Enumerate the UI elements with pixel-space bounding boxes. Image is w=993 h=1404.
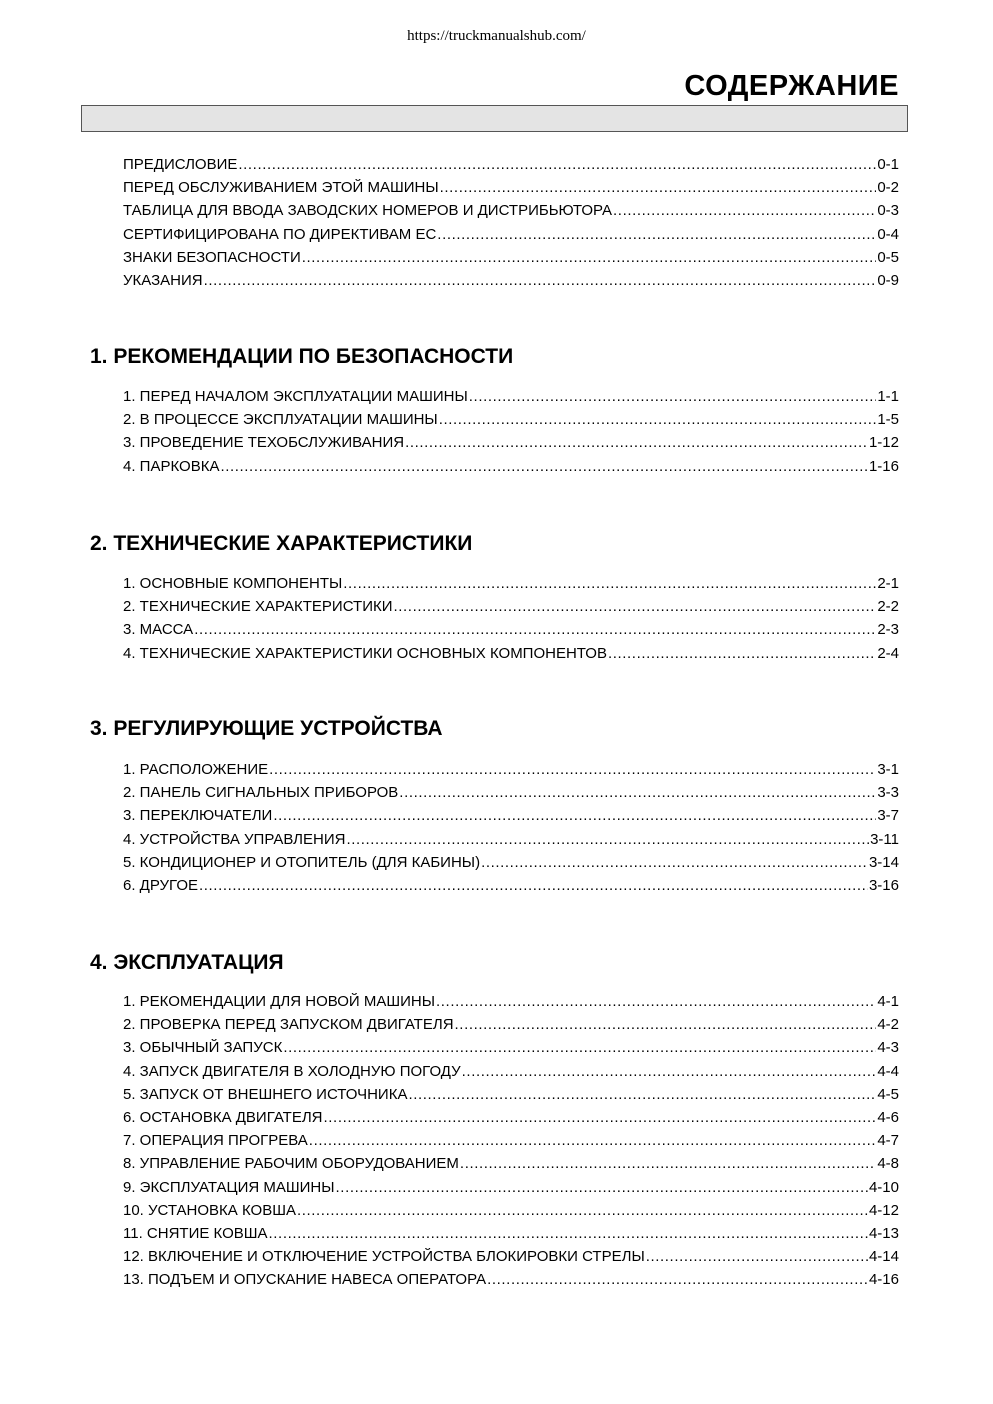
section-heading: 4. ЭКСПЛУАТАЦИЯ: [90, 951, 284, 974]
toc-entry-page-number: 2-1: [877, 575, 899, 592]
toc-entry-label: 4. ТЕХНИЧЕСКИЕ ХАРАКТЕРИСТИКИ ОСНОВНЫХ КОМПОНЕНТОВ: [123, 644, 607, 662]
dot-leader: [437, 226, 876, 243]
toc-entry-page-number: 4-13: [868, 1224, 899, 1242]
toc-entry-page-number: 4-16: [868, 1271, 899, 1289]
toc-entry-page-number: 4-2: [877, 1016, 899, 1034]
toc-entry[interactable]: [123, 761, 899, 784]
toc-entry-page-number: 2-3: [877, 621, 899, 639]
dot-leader: [439, 411, 877, 428]
toc-entry[interactable]: [123, 1271, 899, 1294]
toc-entry-label: 8. УПРАВЛЕНИЕ РАБОЧИМ ОБОРУДОВАНИЕМ: [123, 1155, 459, 1173]
toc-entry[interactable]: [123, 575, 899, 598]
front-matter-list: [123, 156, 899, 295]
dot-leader: [462, 1063, 877, 1080]
toc-entry-label: 1. ПЕРЕД НАЧАЛОМ ЭКСПЛУАТАЦИИ МАШИНЫ: [123, 388, 468, 405]
toc-entry-label: 3. ПЕРЕКЛЮЧАТЕЛИ: [123, 807, 273, 825]
dot-leader: [346, 831, 869, 848]
toc-entry-label: 2. ПАНЕЛЬ СИГНАЛЬНЫХ ПРИБОРОВ: [123, 784, 399, 802]
toc-entry-label: 5. ЗАПУСК ОТ ВНЕШНЕГО ИСТОЧНИКА: [123, 1085, 408, 1103]
dot-leader: [302, 249, 877, 266]
toc-entry[interactable]: [123, 249, 899, 272]
toc-entry[interactable]: [123, 1179, 899, 1202]
toc-entry-page-number: 4-14: [868, 1248, 899, 1266]
toc-entry-label: 3. МАССА: [123, 621, 194, 639]
toc-entry-label: 10. УСТАНОВКА КОВША: [123, 1201, 296, 1219]
section-toc-list: [123, 993, 899, 1294]
dot-leader: [436, 993, 876, 1010]
toc-entry[interactable]: [123, 1039, 899, 1062]
title-divider-bar: [81, 105, 908, 132]
dot-leader: [309, 1132, 877, 1149]
toc-entry-label: ПЕРЕД ОБСЛУЖИВАНИЕМ ЭТОЙ МАШИНЫ: [123, 179, 439, 197]
dot-leader: [487, 1271, 868, 1288]
toc-entry-page-number: 1-1: [877, 388, 899, 405]
dot-leader: [269, 761, 876, 778]
dot-leader: [283, 1039, 876, 1056]
dot-leader: [613, 202, 876, 219]
section-heading: 1. РЕКОМЕНДАЦИИ ПО БЕЗОПАСНОСТИ: [90, 345, 514, 368]
toc-entry-page-number: 1-16: [868, 457, 899, 475]
source-url[interactable]: https://truckmanualshub.com/: [407, 28, 586, 44]
toc-entry[interactable]: [123, 458, 899, 481]
dot-leader: [199, 877, 868, 894]
dot-leader: [297, 1202, 868, 1219]
toc-entry-page-number: 3-11: [870, 830, 899, 848]
dot-leader: [455, 1016, 877, 1033]
dot-leader: [481, 854, 868, 871]
dot-leader: [220, 458, 868, 475]
toc-entry-page-number: 4-6: [877, 1108, 899, 1126]
dot-leader: [399, 784, 876, 801]
toc-entry[interactable]: [123, 272, 899, 295]
toc-entry[interactable]: [123, 179, 899, 202]
toc-entry-label: ТАБЛИЦА ДЛЯ ВВОДА ЗАВОДСКИХ НОМЕРОВ И ДИСТРИБЬЮТОРА: [123, 202, 613, 220]
toc-entry-label: СЕРТИФИЦИРОВАНА ПО ДИРЕКТИВАМ ЕС: [123, 225, 437, 243]
toc-entry-label: 2. В ПРОЦЕССЕ ЭКСПЛУАТАЦИИ МАШИНЫ: [123, 411, 438, 429]
toc-entry-label: 4. УСТРОЙСТВА УПРАВЛЕНИЯ: [123, 830, 346, 848]
toc-entry[interactable]: [123, 202, 899, 225]
toc-entry-page-number: 4-10: [868, 1178, 899, 1196]
toc-entry[interactable]: [123, 226, 899, 249]
toc-entry[interactable]: [123, 1109, 899, 1132]
toc-entry-page-number: 0-5: [877, 248, 899, 266]
toc-entry-page-number: 3-3: [877, 784, 899, 802]
dot-leader: [460, 1155, 876, 1172]
toc-entry[interactable]: [123, 598, 899, 621]
toc-entry-page-number: 4-4: [877, 1062, 899, 1080]
dot-leader: [343, 575, 876, 592]
toc-entry-label: 9. ЭКСПЛУАТАЦИЯ МАШИНЫ: [123, 1178, 335, 1196]
dot-leader: [204, 272, 877, 289]
section-toc-list: [123, 575, 899, 668]
dot-leader: [394, 598, 877, 615]
toc-entry-label: 2. ТЕХНИЧЕСКИЕ ХАРАКТЕРИСТИКИ: [123, 598, 393, 616]
toc-entry-label: 3. ОБЫЧНЫЙ ЗАПУСК: [123, 1039, 283, 1057]
toc-entry-page-number: 2-2: [877, 598, 899, 616]
toc-entry-page-number: 3-7: [877, 807, 899, 825]
page-title: СОДЕРЖАНИЕ: [684, 70, 899, 102]
toc-entry-page-number: 0-9: [877, 271, 899, 289]
dot-leader: [469, 388, 877, 405]
dot-leader: [238, 156, 876, 173]
toc-entry[interactable]: [123, 1132, 899, 1155]
toc-entry-page-number: 4-5: [877, 1085, 899, 1103]
toc-entry[interactable]: [123, 645, 899, 668]
toc-entry[interactable]: [123, 411, 899, 434]
dot-leader: [408, 1086, 876, 1103]
toc-entry-page-number: 1-5: [877, 411, 899, 429]
toc-entry-label: 4. ПАРКОВКА: [123, 457, 220, 475]
toc-entry-label: 12. ВКЛЮЧЕНИЕ И ОТКЛЮЧЕНИЕ УСТРОЙСТВА БЛОКИРОВКИ СТРЕЛЫ: [123, 1248, 645, 1266]
toc-entry-label: 3. ПРОВЕДЕНИЕ ТЕХОБСЛУЖИВАНИЯ: [123, 434, 405, 452]
toc-entry-page-number: 4-1: [877, 993, 899, 1010]
dot-leader: [608, 645, 876, 662]
toc-entry-page-number: 4-8: [877, 1155, 899, 1173]
toc-entry-label: 13. ПОДЪЕМ И ОПУСКАНИЕ НАВЕСА ОПЕРАТОРА: [123, 1271, 487, 1289]
toc-entry-page-number: 3-14: [868, 853, 899, 871]
toc-entry[interactable]: [123, 807, 899, 830]
toc-entry[interactable]: [123, 993, 899, 1016]
toc-entry[interactable]: [123, 1063, 899, 1086]
toc-entry-label: ЗНАКИ БЕЗОПАСНОСТИ: [123, 248, 301, 266]
toc-entry-page-number: 4-7: [877, 1132, 899, 1150]
dot-leader: [440, 179, 877, 196]
toc-entry[interactable]: [123, 1016, 899, 1039]
toc-entry[interactable]: [123, 854, 899, 877]
toc-entry[interactable]: [123, 1155, 899, 1178]
toc-entry-label: ПРЕДИСЛОВИЕ: [123, 156, 238, 173]
toc-entry-label: 11. СНЯТИЕ КОВША: [123, 1224, 268, 1242]
toc-entry-page-number: 4-12: [868, 1201, 899, 1219]
toc-entry-label: 6. ДРУГОЕ: [123, 876, 198, 894]
toc-entry-label: 1. РАСПОЛОЖЕНИЕ: [123, 761, 269, 778]
section-heading: 2. ТЕХНИЧЕСКИЕ ХАРАКТЕРИСТИКИ: [90, 532, 473, 555]
toc-entry-page-number: 3-1: [877, 761, 899, 778]
toc-entry[interactable]: [123, 1086, 899, 1109]
toc-entry-page-number: 0-4: [877, 225, 899, 243]
section-toc-list: [123, 388, 899, 481]
toc-entry[interactable]: [123, 1202, 899, 1225]
section-heading: 3. РЕГУЛИРУЮЩИЕ УСТРОЙСТВА: [90, 717, 443, 740]
toc-entry-page-number: 0-3: [877, 202, 899, 220]
toc-entry[interactable]: [123, 877, 899, 900]
toc-entry-label: 2. ПРОВЕРКА ПЕРЕД ЗАПУСКОМ ДВИГАТЕЛЯ: [123, 1016, 454, 1034]
dot-leader: [336, 1179, 868, 1196]
dot-leader: [405, 434, 868, 451]
toc-entry-label: 6. ОСТАНОВКА ДВИГАТЕЛЯ: [123, 1108, 323, 1126]
section-toc-list: [123, 761, 899, 900]
dot-leader: [646, 1248, 868, 1265]
toc-entry[interactable]: [123, 156, 899, 179]
toc-entry[interactable]: [123, 388, 899, 411]
toc-entry-page-number: 0-2: [877, 179, 899, 197]
toc-entry-page-number: 1-12: [868, 434, 899, 452]
toc-entry-label: 5. КОНДИЦИОНЕР И ОТОПИТЕЛЬ (ДЛЯ КАБИНЫ): [123, 853, 481, 871]
toc-entry-page-number: 0-1: [877, 156, 899, 173]
toc-entry-page-number: 2-4: [877, 644, 899, 662]
toc-entry[interactable]: [123, 784, 899, 807]
dot-leader: [269, 1225, 868, 1242]
toc-entry[interactable]: [123, 1248, 899, 1271]
toc-entry[interactable]: [123, 1225, 899, 1248]
toc-entry-label: УКАЗАНИЯ: [123, 271, 203, 289]
toc-entry[interactable]: [123, 621, 899, 644]
dot-leader: [273, 807, 876, 824]
dot-leader: [324, 1109, 877, 1126]
toc-entry-label: 4. ЗАПУСК ДВИГАТЕЛЯ В ХОЛОДНУЮ ПОГОДУ: [123, 1062, 461, 1080]
toc-entry-label: 1. РЕКОМЕНДАЦИИ ДЛЯ НОВОЙ МАШИНЫ: [123, 993, 436, 1010]
toc-entry[interactable]: [123, 434, 899, 457]
toc-entry-page-number: 3-16: [868, 876, 899, 894]
toc-entry-label: 1. ОСНОВНЫЕ КОМПОНЕНТЫ: [123, 575, 343, 592]
toc-entry-label: 7. ОПЕРАЦИЯ ПРОГРЕВА: [123, 1132, 308, 1150]
toc-entry[interactable]: [123, 831, 899, 854]
toc-entry-page-number: 4-3: [877, 1039, 899, 1057]
dot-leader: [194, 621, 876, 638]
